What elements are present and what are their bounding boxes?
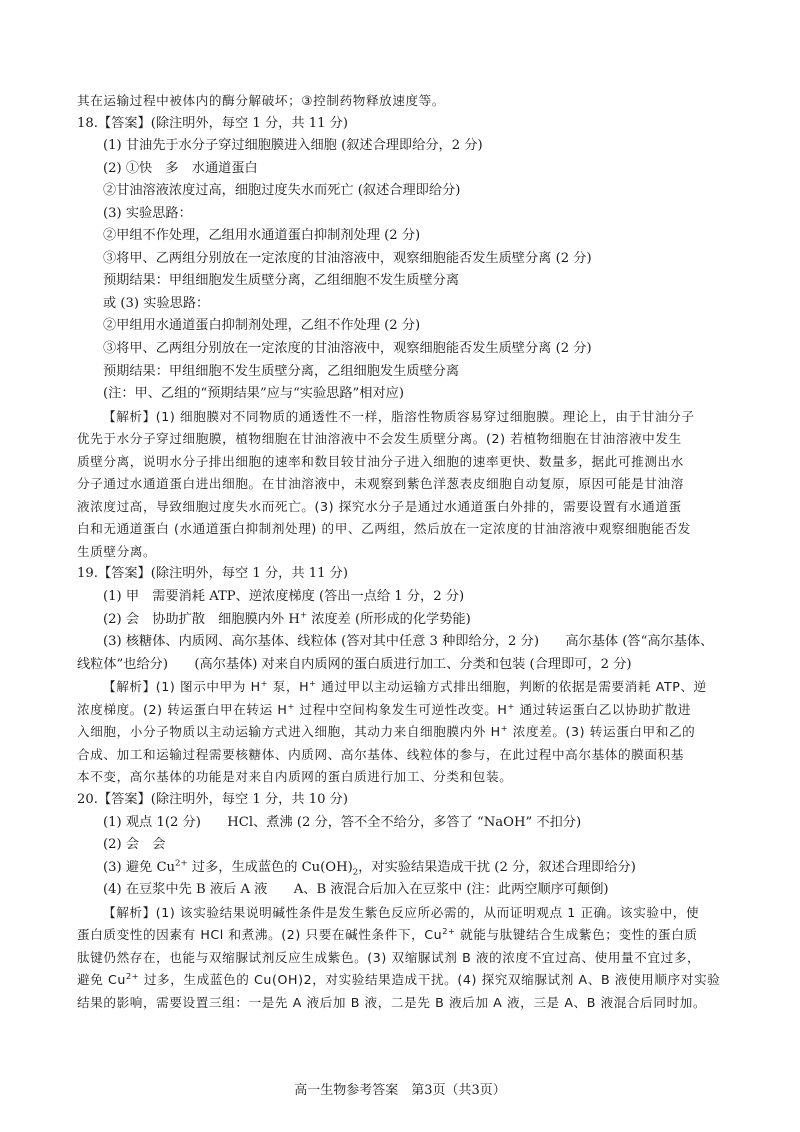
text-line: ③将甲、乙两组分别放在一定浓度的甘油溶液中，观察细胞能否发生质壁分离 (2 分) — [103, 250, 592, 266]
text-line: 合成、加工和运输过程需要核糖体、内质网、高尔基体、线粒体的参与，在此过程中高尔基体的膜面积基 — [77, 746, 684, 762]
text-line: (3) 实验思路： — [103, 205, 192, 221]
text-line: 18.【答案】(除注明外，每空 1 分，共 11 分) — [77, 115, 349, 131]
text-line: (注：甲、乙组的“预期结果”应与“实验思路”相对应) — [103, 386, 405, 402]
text-line: 【解析】(1) 图示中甲为 H+ 泵，H+ 通过甲以主动运输方式排出细胞，判断的依据是需要消耗 ATP、逆 — [103, 678, 707, 695]
text-line: 液浓度过高，导致细胞过度失水而死亡。(3) 探究水分子是通过水通道蛋白外排的，需要设置有水通道蛋 — [77, 498, 682, 514]
answer-key-body — [0, 90, 800, 1014]
text-line: (1) 甲 需要消耗 ATP、逆浓度梯度 (答出一点给 1 分，2 分) — [103, 589, 465, 605]
text-line: 19.【答案】(除注明外，每空 1 分，共 11 分) — [77, 566, 349, 582]
text-line: 结果的影响，需要设置三组：一是先 A 液后加 B 液，二是先 B 液后加 A 液，三是 A、B 液混合后同时加。 — [77, 994, 707, 1010]
text-line: ②甲组不作处理，乙组用水通道蛋白抑制剂处理 (2 分) — [103, 228, 421, 244]
text-line: 入细胞，小分子物质以主动运输方式进入细胞，其动力来自细胞膜内外 H+ 浓度差。(3) 转运蛋白甲和乙的 — [77, 723, 696, 740]
text-line: 避免 $Cu^{2+}$ 过多，生成蓝色的 Cu(OH)2，对实验结果造成干扰。(4) 探究双缩脲试剂 A、B 液使用顺序对实验 — [77, 971, 721, 988]
text-line: 质壁分离，说明水分子排出细胞的速率和数目较甘油分子进入细胞的速率更快、数量多，据此可推测出水 — [77, 453, 684, 469]
text-line: 蛋白质变性的因素有 HCl 和煮沸。(2) 只要在碱性条件下，$Cu^{2+}$ 就能与肽键结合生成紫色；变性的蛋白质 — [77, 926, 698, 943]
text-line: 【解析】(1) 细胞膜对不同物质的通透性不一样，脂溶性物质容易穿过细胞膜。理论上，由于甘油分子 — [103, 408, 695, 424]
text-line: (2) 会 协助扩散 细胞膜内外 H+ 浓度差 (所形成的化学势能) — [103, 610, 471, 627]
text-line: 其在运输过程中被体内的酶分解破坏；③控制药物释放速度等。 — [77, 93, 446, 108]
text-line: 本不变，高尔基体的功能是对来自内质网的蛋白质进行加工、分类和包装。 — [77, 769, 513, 785]
text-line: (3) 避免 $Cu^{2+}$ 过多，生成蓝色的 $Cu(OH)_2$，对实验结果造成干扰 (2 分，叙述合理即给分) — [103, 858, 636, 878]
text-line: 分子通过水通道蛋白进出细胞。在甘油溶液中，未观察到紫色洋葱表皮细胞自动复原，原因可能是甘油溶 — [77, 476, 684, 492]
text-line: 或 (3) 实验思路： — [103, 295, 210, 311]
text-line: (2) 会 会 — [103, 837, 166, 853]
text-line: (2) ①快 多 水通道蛋白 — [103, 160, 258, 176]
page-footer: 高一生物参考答案 第3页（共3页） — [294, 1083, 506, 1098]
text-line: ③将甲、乙两组分别放在一定浓度的甘油溶液中，观察细胞能否发生质壁分离 (2 分) — [103, 341, 592, 357]
text-line: (3) 核糖体、内质网、高尔基体、线粒体 (答对其中任意 3 种即给分，2 分) 高尔基体 (答“高尔基体、 — [103, 634, 714, 650]
text-line: (1) 观点 1(2 分) HCl、煮沸 (2 分，答不全不给分，多答了 “NaOH” 不扣分) — [103, 814, 582, 830]
text-line: 优先于水分子穿过细胞膜，植物细胞在甘油溶液中不会发生质壁分离。(2) 若植物细胞在甘油溶液中发生 — [77, 431, 682, 447]
text-line: 白和无通道蛋白 (水通道蛋白抑制剂处理) 的甲、乙两组，然后放在一定浓度的甘油溶液中观察细胞能否发 — [77, 521, 691, 537]
text-line: (4) 在豆浆中先 B 液后 A 液 A、B 液混合后加入在豆浆中 (注：此两空顺序可颠倒) — [103, 882, 609, 898]
text-line: 【解析】(1) 该实验结果说明碱性条件是发生紫色反应所必需的，从而证明观点 1 正确。该实验中，使 — [103, 904, 700, 920]
text-line: 浓度梯度。(2) 转运蛋白甲在转运 H+ 过程中空间构象发生可逆性改变。H+ 通过转运蛋白乙以协助扩散进 — [77, 700, 692, 717]
text-line: 20.【答案】(除注明外，每空 1 分，共 10 分) — [77, 791, 349, 807]
text-line: 肽键仍然存在，也能与双缩脲试剂反应生成紫色。(3) 双缩脲试剂 B 液的浓度不宜过高、使用量不宜过多， — [77, 949, 701, 965]
text-line: ②甘油溶液浓度过高，细胞过度失水而死亡 (叙述合理即给分) — [103, 183, 461, 199]
text-line: (1) 甘油先于水分子穿过细胞膜进入细胞 (叙述合理即给分，2 分) — [103, 138, 483, 154]
text-line: ②甲组用水通道蛋白抑制剂处理，乙组不作处理 (2 分) — [103, 318, 421, 334]
text-line: 线粒体”也给分) (高尔基体) 对来自内质网的蛋白质进行加工、分类和包装 (合理即可，2 分) — [77, 656, 632, 672]
text-line: 生质壁分离。 — [77, 543, 157, 559]
text-line: 预期结果：甲组细胞不发生质壁分离，乙组细胞发生质壁分离 — [103, 363, 460, 379]
text-line: 预期结果：甲组细胞发生质壁分离，乙组细胞不发生质壁分离 — [103, 273, 460, 289]
